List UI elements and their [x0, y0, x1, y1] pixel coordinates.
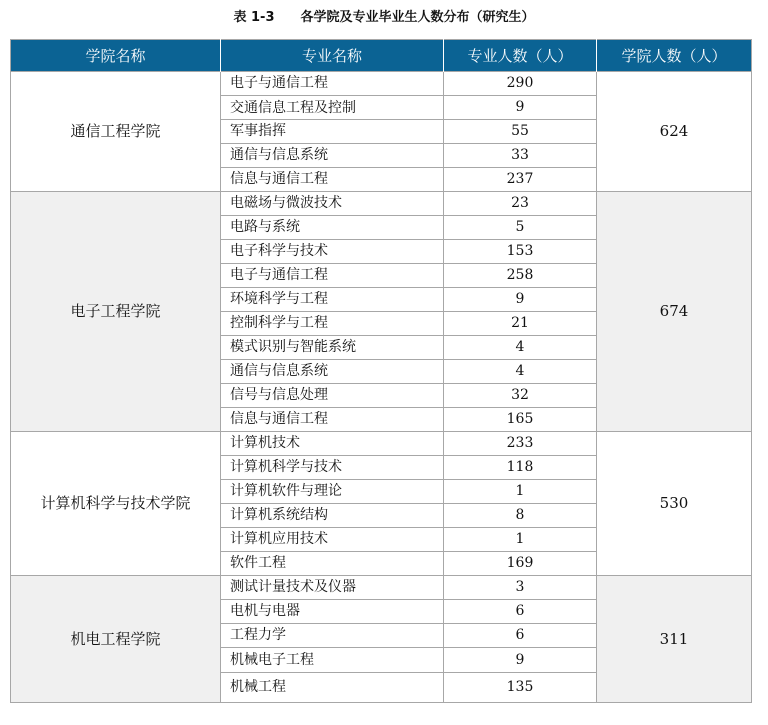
header-major-count: 专业人数（人） — [444, 40, 597, 72]
major-count-cell: 6 — [444, 624, 597, 648]
major-name-cell: 信号与信息处理 — [221, 384, 444, 408]
major-name-cell: 机械工程 — [221, 673, 444, 703]
major-name-cell: 通信与信息系统 — [221, 144, 444, 168]
major-name-cell: 工程力学 — [221, 624, 444, 648]
major-count-cell: 165 — [444, 408, 597, 432]
major-name-cell: 信息与通信工程 — [221, 408, 444, 432]
header-college: 学院名称 — [11, 40, 221, 72]
major-count-cell: 1 — [444, 480, 597, 504]
major-count-cell: 4 — [444, 360, 597, 384]
major-count-cell: 4 — [444, 336, 597, 360]
college-name-cell: 机电工程学院 — [11, 576, 221, 703]
major-name-cell: 计算机应用技术 — [221, 528, 444, 552]
major-count-cell: 9 — [444, 288, 597, 312]
major-count-cell: 258 — [444, 264, 597, 288]
major-count-cell: 23 — [444, 192, 597, 216]
major-count-cell: 233 — [444, 432, 597, 456]
table-row — [11, 576, 752, 600]
major-name-cell: 软件工程 — [221, 552, 444, 576]
major-count-cell: 153 — [444, 240, 597, 264]
major-name-cell: 环境科学与工程 — [221, 288, 444, 312]
major-name-cell: 电磁场与微波技术 — [221, 192, 444, 216]
major-count-cell: 6 — [444, 600, 597, 624]
major-name-cell: 测试计量技术及仪器 — [221, 576, 444, 600]
table-header-row — [11, 40, 752, 72]
major-name-cell: 军事指挥 — [221, 120, 444, 144]
major-name-cell: 交通信息工程及控制 — [221, 96, 444, 120]
table-caption: 表 1-3 各学院及专业毕业生人数分布（研究生） — [233, 10, 535, 25]
major-count-cell: 118 — [444, 456, 597, 480]
college-total-cell: 311 — [597, 576, 752, 703]
major-name-cell: 计算机系统结构 — [221, 504, 444, 528]
major-name-cell: 计算机技术 — [221, 432, 444, 456]
major-name-cell: 电子与通信工程 — [221, 264, 444, 288]
college-total-cell: 624 — [597, 72, 752, 192]
major-name-cell: 计算机科学与技术 — [221, 456, 444, 480]
major-count-cell: 5 — [444, 216, 597, 240]
college-total-cell: 530 — [597, 432, 752, 576]
major-count-cell: 21 — [444, 312, 597, 336]
college-name-cell: 电子工程学院 — [11, 192, 221, 432]
major-count-cell: 237 — [444, 168, 597, 192]
major-count-cell: 1 — [444, 528, 597, 552]
major-name-cell: 计算机软件与理论 — [221, 480, 444, 504]
major-name-cell: 电子与通信工程 — [221, 72, 444, 96]
table-row — [11, 192, 752, 216]
major-count-cell: 135 — [444, 673, 597, 703]
major-count-cell: 9 — [444, 648, 597, 673]
table-row — [11, 432, 752, 456]
major-name-cell: 通信与信息系统 — [221, 360, 444, 384]
table-body — [11, 72, 752, 703]
header-college-count: 学院人数（人） — [597, 40, 752, 72]
college-total-cell: 674 — [597, 192, 752, 432]
major-name-cell: 机械电子工程 — [221, 648, 444, 673]
major-name-cell: 电机与电器 — [221, 600, 444, 624]
major-name-cell: 信息与通信工程 — [221, 168, 444, 192]
header-major: 专业名称 — [221, 40, 444, 72]
major-name-cell: 模式识别与智能系统 — [221, 336, 444, 360]
college-name-cell: 通信工程学院 — [11, 72, 221, 192]
major-count-cell: 290 — [444, 72, 597, 96]
graduate-distribution-table — [10, 39, 752, 703]
college-name-cell: 计算机科学与技术学院 — [11, 432, 221, 576]
major-count-cell: 9 — [444, 96, 597, 120]
major-name-cell: 电子科学与技术 — [221, 240, 444, 264]
major-count-cell: 8 — [444, 504, 597, 528]
major-count-cell: 33 — [444, 144, 597, 168]
major-name-cell: 控制科学与工程 — [221, 312, 444, 336]
major-name-cell: 电路与系统 — [221, 216, 444, 240]
major-count-cell: 3 — [444, 576, 597, 600]
major-count-cell: 169 — [444, 552, 597, 576]
major-count-cell: 32 — [444, 384, 597, 408]
table-row — [11, 72, 752, 96]
major-count-cell: 55 — [444, 120, 597, 144]
